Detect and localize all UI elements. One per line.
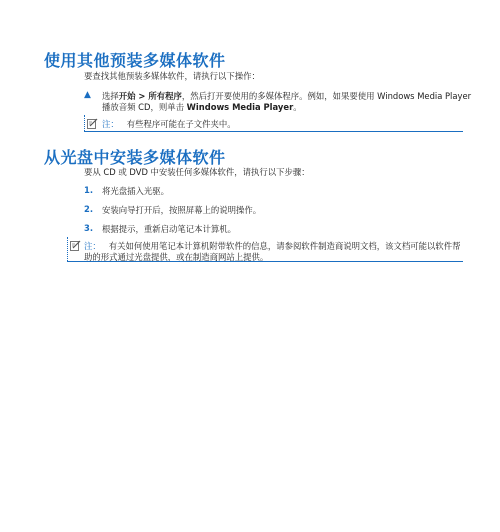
step-2-number: 2. [84, 204, 94, 214]
step-line2-post: 。 [293, 102, 302, 112]
step-2-text: 安装向导打开后，按照屏幕上的说明操作。 [102, 205, 262, 215]
note1 [102, 118, 236, 131]
step-1-text: 将光盘插入光驱。 [102, 186, 169, 196]
section2-intro: 要从 CD 或 DVD 中安装任何多媒体软件，请执行以下步骤： [84, 167, 310, 177]
note1-label: 注： [102, 119, 119, 129]
note1-text: 有些程序可能在子文件夹中。 [126, 119, 236, 129]
step-line2-pre: 播放音频 CD，则单击 [102, 102, 187, 112]
step-1-number: 1. [84, 185, 94, 195]
step-3-number: 3. [84, 223, 94, 233]
note2-line2: 助的形式通过光盘提供，或在制造商网站上提供。 [84, 252, 269, 262]
step-text-pre: 选择 [102, 91, 119, 101]
note-pencil-icon [87, 118, 98, 129]
start-all-programs-path: 开始 > 所有程序 [118, 91, 182, 101]
section-heading-install-from-disc: 从光盘中安装多媒体软件 [44, 148, 226, 167]
note2-rule [67, 261, 463, 262]
step-3-text: 根据提示，重新启动笔记本计算机。 [102, 224, 236, 234]
note2-left-border [67, 237, 68, 261]
wmp-program-name: Windows Media Player [186, 102, 294, 112]
step-text-mid: ，然后打开要使用的多媒体程序。例如，如果要使用 Windows Media Player [181, 91, 472, 101]
section-heading-preinstalled: 使用其他预装多媒体软件 [44, 51, 226, 70]
section1-step-line2 [102, 101, 302, 114]
note-pencil-icon [70, 240, 81, 251]
note1-rule [84, 131, 463, 132]
triangle-bullet-icon: ▲ [84, 90, 91, 100]
note2-text-line1: 有关如何使用笔记本计算机附带软件的信息，请参阅软件制造商说明文档，该文档可能以软件帮 [108, 241, 461, 251]
section1-intro: 要查找其他预装多媒体软件，请执行以下操作： [84, 71, 260, 81]
note1-left-border [84, 115, 85, 131]
note2-label: 注： [84, 241, 101, 251]
